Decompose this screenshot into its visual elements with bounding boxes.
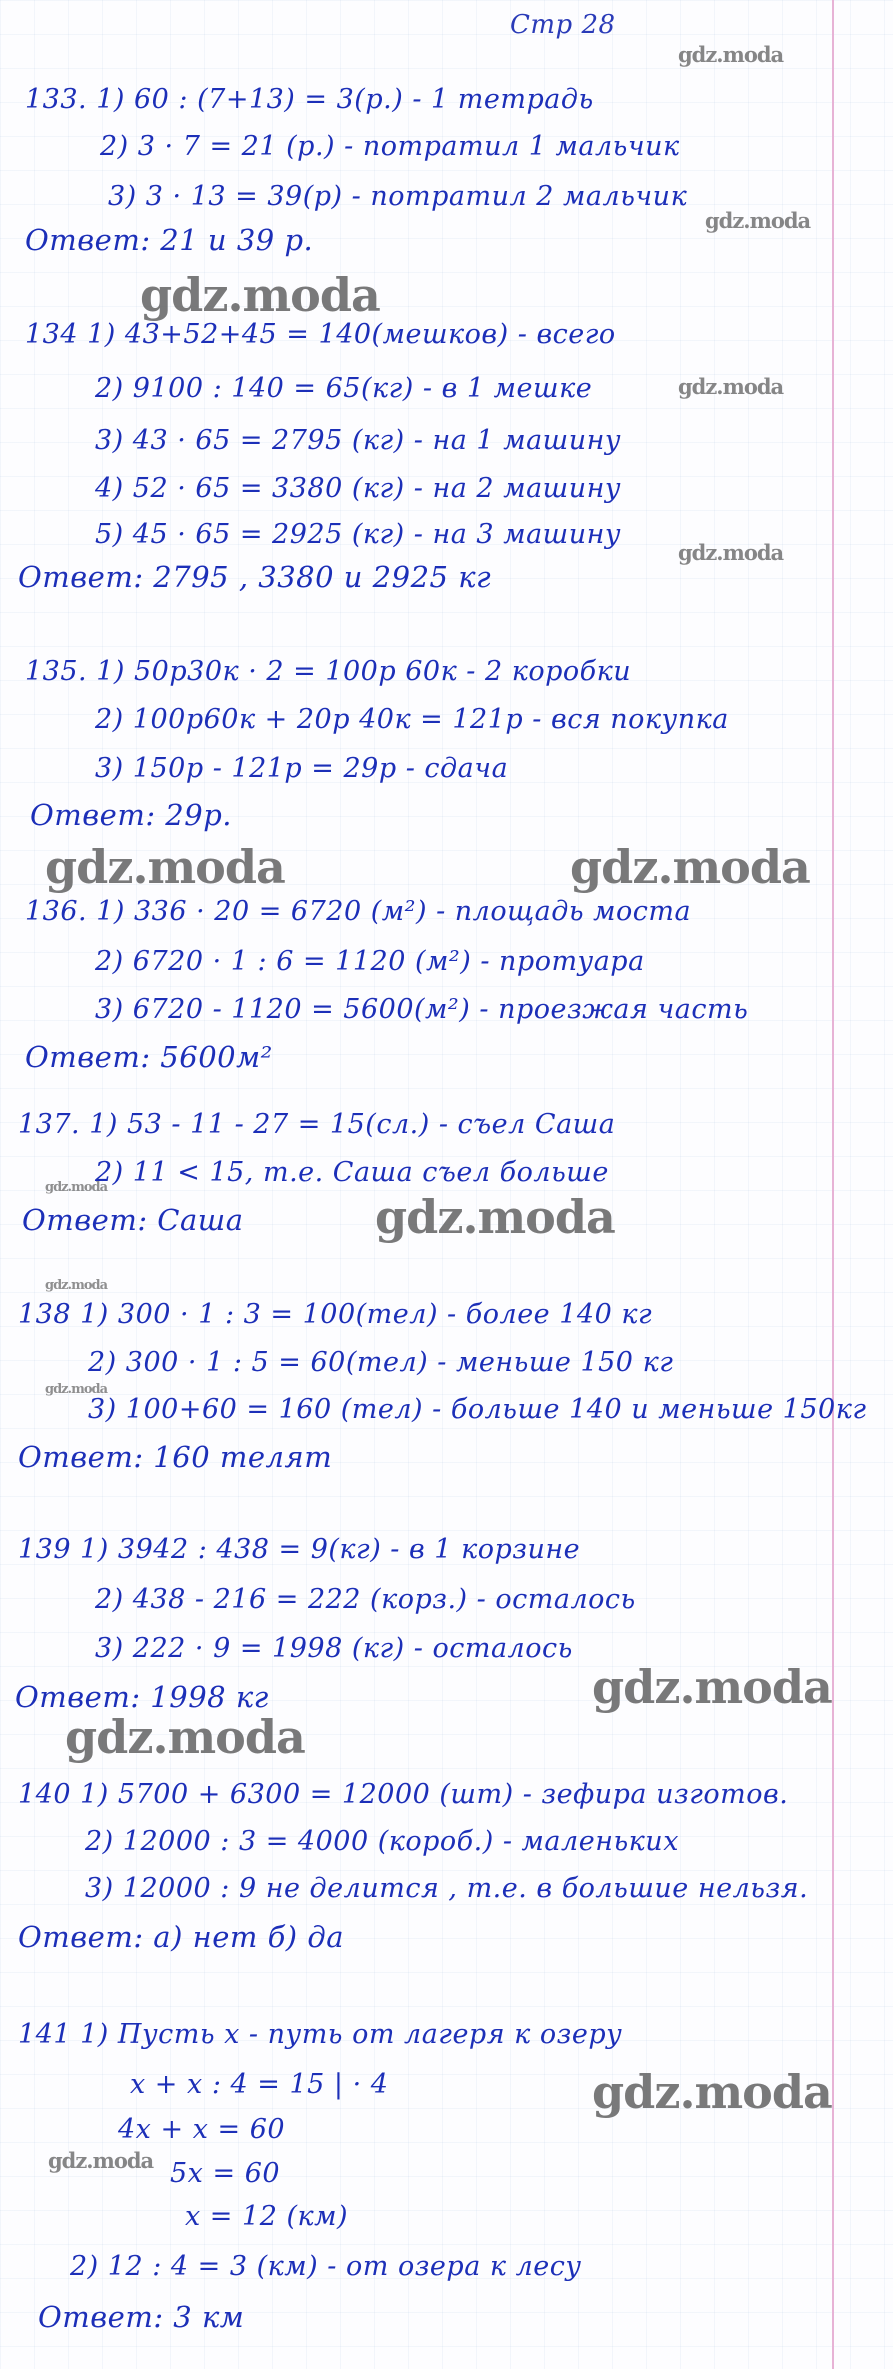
- watermark: gdz.moda: [678, 540, 784, 565]
- task-141-answer: Ответ: 3 км: [38, 2300, 245, 2334]
- watermark: gdz.moda: [592, 1660, 832, 1714]
- watermark: gdz.moda: [45, 1180, 108, 1195]
- task-134-step-5: 5) 45 · 65 = 2925 (кг) - на 3 машину: [95, 519, 622, 550]
- task-137-step-2: 2) 11 < 15, т.е. Саша съел больше: [95, 1157, 609, 1188]
- task-134-step-3: 3) 43 · 65 = 2795 (кг) - на 1 машину: [95, 425, 622, 456]
- task-133-step-3: 3) 3 · 13 = 39(р) - потратил 2 мальчик: [108, 181, 688, 212]
- task-134-step-2: 2) 9100 : 140 = 65(кг) - в 1 мешке: [95, 373, 593, 404]
- watermark: gdz.moda: [45, 840, 285, 894]
- task-138-step-3: 3) 100+60 = 160 (тел) - больше 140 и меньше 150кг: [88, 1394, 867, 1425]
- watermark: gdz.moda: [65, 1710, 305, 1764]
- task-139-step-3: 3) 222 · 9 = 1998 (кг) - осталось: [95, 1633, 573, 1664]
- task-141-step-1: 141 1) Пусть x - путь от лагеря к озеру: [18, 2019, 623, 2050]
- task-136-step-2: 2) 6720 · 1 : 6 = 1120 (м²) - протуара: [95, 946, 645, 977]
- task-136-step-1: 136. 1) 336 · 20 = 6720 (м²) - площадь моста: [25, 896, 692, 927]
- watermark: gdz.moda: [375, 1190, 615, 1244]
- task-140-answer: Ответ: а) нет б) да: [18, 1920, 345, 1954]
- watermark: gdz.moda: [45, 1382, 108, 1397]
- task-141-step-2: 2) 12 : 4 = 3 (км) - от озера к лесу: [70, 2251, 582, 2282]
- task-134-answer: Ответ: 2795 , 3380 и 2925 кг: [18, 560, 492, 594]
- task-141-equation-1: x + x : 4 = 15 | · 4: [130, 2069, 389, 2100]
- page-header: Стр 28: [510, 10, 616, 40]
- task-141-equation-3: 5x = 60: [170, 2158, 281, 2189]
- task-137-step-1: 137. 1) 53 - 11 - 27 = 15(сл.) - съел Саша: [18, 1109, 616, 1140]
- watermark: gdz.moda: [45, 1278, 108, 1293]
- task-139-step-2: 2) 438 - 216 = 222 (корз.) - осталось: [95, 1584, 636, 1615]
- watermark: gdz.moda: [678, 42, 784, 67]
- task-141-equation-2: 4x + x = 60: [118, 2114, 286, 2145]
- watermark: gdz.moda: [592, 2065, 832, 2119]
- task-140-step-2: 2) 12000 : 3 = 4000 (короб.) - маленьких: [85, 1826, 679, 1857]
- watermark: gdz.moda: [140, 268, 380, 322]
- task-133-answer: Ответ: 21 и 39 р.: [25, 223, 314, 257]
- watermark: gdz.moda: [570, 840, 810, 894]
- task-138-answer: Ответ: 160 телят: [18, 1440, 333, 1474]
- task-133-step-1: 133. 1) 60 : (7+13) = 3(р.) - 1 тетрадь: [25, 84, 594, 115]
- task-134-step-1: 134 1) 43+52+45 = 140(мешков) - всего: [25, 319, 616, 350]
- task-136-step-3: 3) 6720 - 1120 = 5600(м²) - проезжая часть: [95, 994, 749, 1025]
- margin-line: [832, 0, 834, 2369]
- task-140-step-3: 3) 12000 : 9 не делится , т.е. в большие нельзя.: [85, 1873, 809, 1904]
- watermark: gdz.moda: [48, 2148, 154, 2173]
- task-141-equation-4: x = 12 (км): [185, 2201, 349, 2232]
- task-135-answer: Ответ: 29р.: [30, 798, 232, 832]
- watermark: gdz.moda: [678, 374, 784, 399]
- task-135-step-3: 3) 150р - 121р = 29р - сдача: [95, 753, 509, 784]
- task-133-step-2: 2) 3 · 7 = 21 (р.) - потратил 1 мальчик: [100, 131, 680, 162]
- task-135-step-1: 135. 1) 50р30к · 2 = 100р 60к - 2 коробки: [25, 656, 632, 687]
- task-134-step-4: 4) 52 · 65 = 3380 (кг) - на 2 машину: [95, 473, 622, 504]
- task-136-answer: Ответ: 5600м²: [25, 1040, 273, 1074]
- task-138-step-1: 138 1) 300 · 1 : 3 = 100(тел) - более 140 кг: [18, 1299, 653, 1330]
- watermark: gdz.moda: [705, 208, 811, 233]
- task-139-answer: Ответ: 1998 кг: [15, 1680, 269, 1714]
- task-140-step-1: 140 1) 5700 + 6300 = 12000 (шт) - зефира изготов.: [18, 1779, 789, 1810]
- task-139-step-1: 139 1) 3942 : 438 = 9(кг) - в 1 корзине: [18, 1534, 581, 1565]
- task-137-answer: Ответ: Саша: [22, 1203, 244, 1237]
- task-135-step-2: 2) 100р60к + 20р 40к = 121р - вся покупка: [95, 704, 729, 735]
- task-138-step-2: 2) 300 · 1 : 5 = 60(тел) - меньше 150 кг: [88, 1347, 674, 1378]
